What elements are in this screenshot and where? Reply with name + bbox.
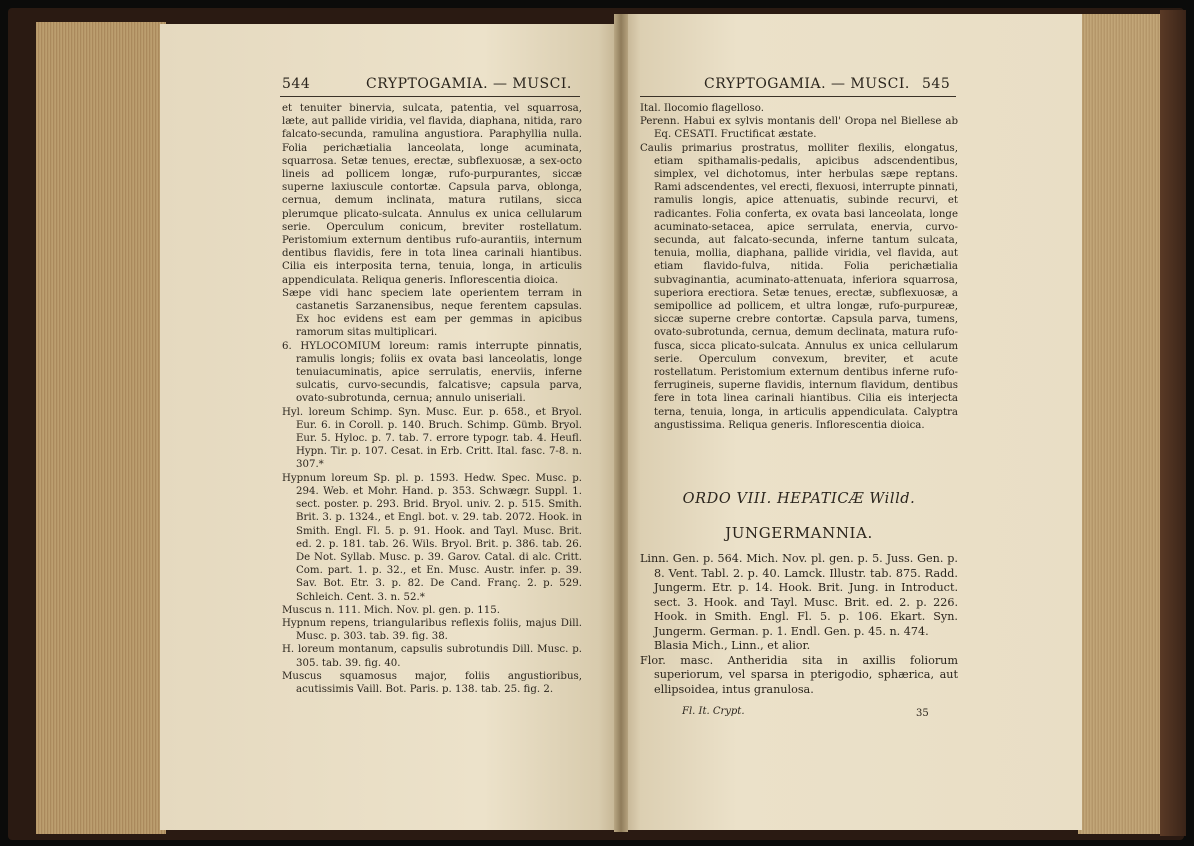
genus-text-column (640, 552, 958, 697)
left-page-edges (36, 22, 166, 834)
citation: Hypnum repens, triangularibus reflexis foliis, majus Dill. Musc. p. 303. tab. 39. fig. 38. (282, 617, 582, 643)
citation: H. loreum montanum, capsulis subrotundis Dill. Musc. p. 305. tab. 39. fig. 40. (282, 644, 582, 669)
left-page (160, 24, 622, 830)
flower-description: Flor. masc. Antheridia sita in axillis foliorum superiorum, vel sparsa in pterigodio, sphærica, aut ellipsoidea, intus granulosa. (640, 653, 958, 696)
signature-mark: Fl. It. Crypt. (682, 706, 745, 717)
right-page-edges (1078, 14, 1160, 834)
left-header-rule (280, 96, 580, 97)
citation: Hypnum loreum Sp. pl. p. 1593. Hedw. Spec. Musc. p. 294. Web. et Mohr. Hand. p. 353. Schwægr. Suppl. 1. sect. poster. p. 293. Brid. Bryol. univ. 2. p. 515. Smith. Brit. 3. p. 1324., et Engl. bot. v. 29. tab. 2072. Hook. in Smith. Engl. Fl. 5. p. 91. Hook. and Tayl. Musc. Brit. ed. 2. p. 181. tab. 26. Wils. Bryol. Brit. p. 386. tab. 26. De Not. Syllab. Musc. p. 39. Garov. Catal. di alc. Critt. Com. part. 1. p. 32., et En. Musc. Austr. infer. p. 39. Sav. Bot. Etr. 3. p. 82. De Cand. Franç. 2. p. 529. Schleich. Cent. 3. n. 52.* (282, 472, 582, 603)
right-text-column (640, 102, 958, 432)
right-page (622, 14, 1082, 830)
species-entry: 6. HYLOCOMIUM loreum: ramis interrupte pinnatis, ramulis longis; foliis ex ovata basi lanceolatis, longe tenuiacuminatis, apice serrulatis, enerviis, inferne sulcatis, curvo-secundis, falcatisve; capsula parva, ovato-subrotunda, cernua; annulo uniseriali. (282, 340, 582, 405)
right-header-rule (640, 96, 956, 97)
italian-name: Ital. Ilocomio flagelloso. (640, 103, 764, 114)
left-text-column (282, 102, 582, 696)
right-running-head: CRYPTOGAMIA. — MUSCI. (704, 76, 910, 92)
book-spine-edge (1160, 10, 1186, 836)
book-gutter (614, 14, 628, 832)
paragraph: Sæpe vidi hanc speciem late operientem terram in castanetis Sarzanensibus, neque ferentem capsulas. Ex hoc evidens est eam per gemmas in apicibus ramorum sitas multiplicari. (282, 287, 582, 339)
genus-heading: JUNGERMANNIA. (725, 524, 873, 542)
habitat-note: Perenn. Habui ex sylvis montanis dell' Oropa nel Biellese ab Eq. CESATI. Fructificat æstate. (640, 116, 958, 141)
citation: Muscus n. 111. Mich. Nov. pl. gen. p. 115. (282, 604, 500, 616)
description: Caulis primarius prostratus, molliter flexilis, elongatus, etiam spithamalis-pedalis, apicibus adscendentibus, simplex, vel dichotomus, inter herbulas sæpe reptans. Rami adscendentes, vel erecti, flexuosi, interrupte pinnati, ramulis longis, apice attenuatis, subinde recurvi, et radicantes. Folia conferta, ex ovata basi lanceolata, longe acuminato-setacea, apice serrulata, enervia, curvo-secunda, aut falcato-secunda, inferne tantum sulcata, tenuia, mollia, diaphana, pallide viridia, vel flavida, aut etiam flavido-fulva, nitida. Folia perichætialia subvaginantia, acuminato-attenuata, inferiora squarrosa, superiora erectiora. Setæ tenues, erectæ, subflexuosæ, a semipollice ad pollicem, et ultra longæ, rufo-purpureæ, siccæ superne crebre contortæ. Capsula parva, tumens, ovato-subrotunda, cernua, demum declinata, matura rufo-fusca, sicca plicato-sulcata. Annulus ex unica cellularum serie. Operculum convexum, breviter, et acute rostellatum. Peristomium externum dentibus inferne rufo-ferrugineis, superne flavidis, internum flavidum, dentibus fere in tota linea carinali hiantibus. Cilia eis interjecta terna, tenuia, longa, in articulis appendiculata. Calyptra angustissima. Reliqua generis. Inflorescentia dioica. (640, 142, 958, 431)
signature-number: 35 (916, 708, 929, 719)
synonym-line: Blasia Mich., Linn., et alior. (654, 639, 811, 652)
right-page-number: 545 (922, 76, 951, 92)
ordo-heading: ORDO VIII. HEPATICÆ Willd. (682, 491, 916, 507)
citation: Hyl. loreum Schimp. Syn. Musc. Eur. p. 658., et Bryol. Eur. 6. in Coroll. p. 140. Bruch. Schimp. Gümb. Bryol. Eur. 5. Hyloc. p. 7. tab. 7. errore typogr. tab. 4. Heufl. Hypn. Tir. p. 107. Cesat. in Erb. Critt. Ital. fasc. 7-8. n. 307.* (282, 406, 582, 471)
paragraph: et tenuiter binervia, sulcata, patentia, vel squarrosa, læte, aut pallide viridia, vel flavida, diaphana, nitida, raro falcato-secunda, ramulina angustiora. Paraphyllia nulla. Folia perichætialia lanceolata, longe acuminata, squarrosa. Setæ tenues, erectæ, subflexuosæ, a sex-octo lineis ad pollicem longæ, rufo-purpurantes, siccæ superne laxiuscule contortæ. Capsula parva, oblonga, cernua, demum inclinata, matura rutilans, sicca plerumque plicato-sulcata. Annulus ex unica cellularum serie. Operculum conicum, breviter rostellatum. Peristomium externum dentibus rufo-aurantiis, internum dentibus flavidis, fere in tota linea carinali hiantibus. Cilia eis interposita terna, tenuia, longa, in articulis appendiculata. Reliqua generis. Inflorescentia dioica. (282, 103, 582, 286)
left-running-head: CRYPTOGAMIA. — MUSCI. (366, 76, 572, 92)
citation: Muscus squamosus major, foliis angustioribus, acutissimis Vaill. Bot. Paris. p. 138. tab. 25. fig. 2. (282, 670, 582, 695)
genus-citations: Linn. Gen. p. 564. Mich. Nov. pl. gen. p. 5. Juss. Gen. p. 8. Vent. Tabl. 2. p. 40. Lamck. Illustr. tab. 875. Radd. Jungerm. Etr. p. 14. Hook. Brit. Jung. in Introduct. sect. 3. Hook. and Tayl. Musc. Brit. ed. 2. p. 226. Hook. in Smith. Engl. Fl. 5. p. 106. Ekart. Syn. Jungerm. German. p. 1. Endl. Gen. p. 45. n. 474. (640, 552, 958, 638)
left-page-number: 544 (282, 76, 311, 92)
